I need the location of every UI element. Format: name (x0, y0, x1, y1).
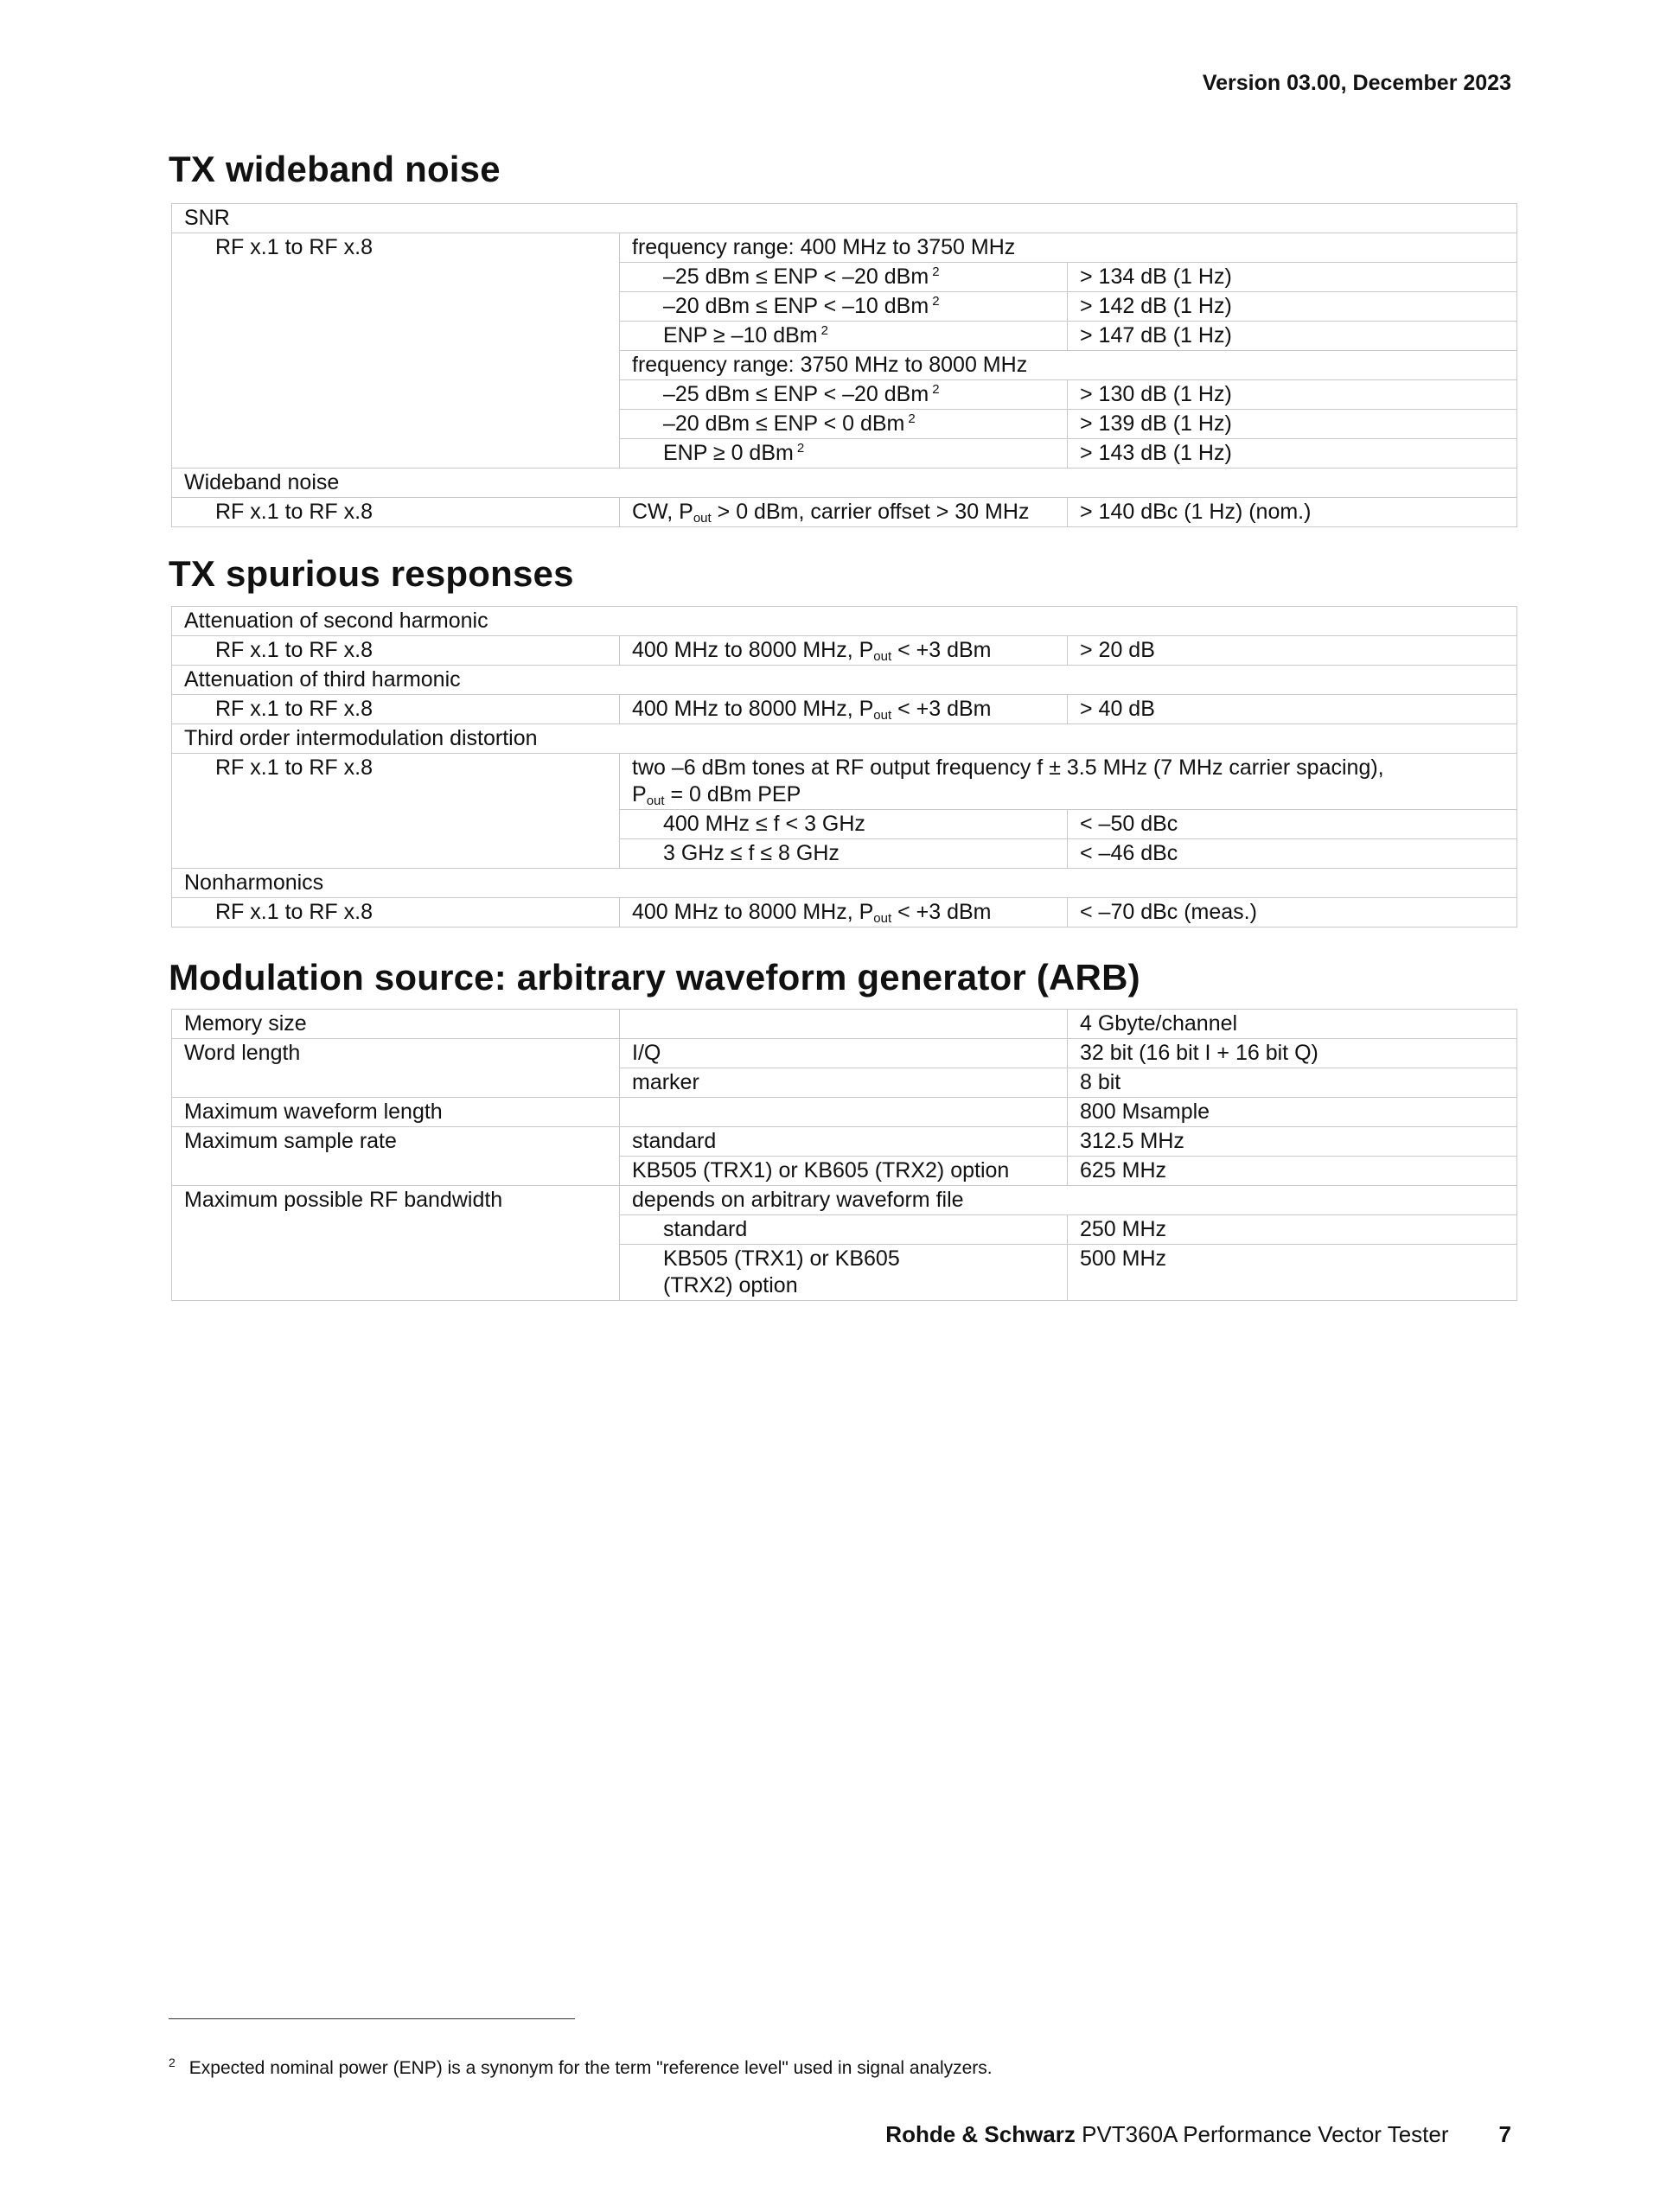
section-title-tx-spurious: TX spurious responses (169, 553, 574, 594)
table-row (172, 1010, 1517, 1039)
footnote-ref: 2 (932, 265, 940, 279)
value-cell: 312.5 MHz (1068, 1127, 1517, 1157)
condition-cell: –25 dBm ≤ ENP < –20 dBm $^2$ (620, 263, 1068, 292)
page-footer (885, 2121, 1511, 2148)
value-cell: > 143 dB (1 Hz) (1068, 439, 1517, 469)
footnote-text: Expected nominal power (ENP) is a synonym for the term "reference level" used in signal analyzers. (188, 2058, 993, 2078)
condition-cell: standard (620, 1127, 1068, 1157)
tx-wideband-noise-table (171, 203, 1517, 527)
condition-cell (620, 1098, 1068, 1127)
param-label: Wideband noise (172, 469, 1517, 498)
condition-cell: 400 MHz ≤ f < 3 GHz (620, 810, 1068, 839)
table-row (172, 695, 1517, 724)
page-number: 7 (1498, 2121, 1511, 2147)
condition-cell: two –6 dBm tones at RF output frequency f ± 3.5 MHz (7 MHz carrier spacing), $P_{out} = 0$ dBm PEP (620, 754, 1517, 810)
tx-spurious-table (171, 606, 1517, 928)
param-label: Maximum possible RF bandwidth (172, 1186, 620, 1301)
condition-cell: KB505 (TRX1) or KB605 (TRX2) option (620, 1157, 1068, 1186)
value-cell: > 134 dB (1 Hz) (1068, 263, 1517, 292)
value-cell: 8 bit (1068, 1068, 1517, 1098)
param-sublabel: RF x.1 to RF x.8 (172, 498, 620, 527)
param-label: Third order intermodulation distortion (172, 724, 1517, 754)
value-cell: > 40 dB (1068, 695, 1517, 724)
param-sublabel: RF x.1 to RF x.8 (172, 636, 620, 666)
footnote-ref: 2 (932, 382, 940, 397)
param-label: Attenuation of third harmonic (172, 666, 1517, 695)
value-cell: 250 MHz (1068, 1215, 1517, 1245)
table-row (172, 636, 1517, 666)
table-row (172, 1186, 1517, 1215)
param-sublabel: RF x.1 to RF x.8 (172, 754, 620, 869)
table-row (172, 204, 1517, 233)
section-title-tx-wideband-noise: TX wideband noise (169, 149, 501, 189)
value-cell: > 140 dBc (1 Hz) (nom.) (1068, 498, 1517, 527)
condition-cell: standard (620, 1215, 1068, 1245)
param-label: Nonharmonics (172, 869, 1517, 898)
version-header: Version 03.00, December 2023 (1202, 71, 1511, 95)
condition-cell: –25 dBm ≤ ENP < –20 dBm $^2$ (620, 380, 1068, 410)
condition-cell: ENP ≥ –10 dBm $^2$ (620, 322, 1068, 351)
footnote-ref: 2 (932, 294, 940, 309)
value-cell: 4 Gbyte/channel (1068, 1010, 1517, 1039)
condition-cell (620, 1010, 1068, 1039)
condition-cell: 400 MHz to 8000 MHz, $P_{out} < +3$ dBm (620, 636, 1068, 666)
footnote-ref: 2 (820, 323, 828, 338)
footnote-divider (169, 2018, 575, 2019)
table-row (172, 498, 1517, 527)
value-cell: > 130 dB (1 Hz) (1068, 380, 1517, 410)
table-row (172, 469, 1517, 498)
value-cell: < –46 dBc (1068, 839, 1517, 869)
param-label: Word length (172, 1039, 620, 1098)
table-row (172, 607, 1517, 636)
param-label: SNR (172, 204, 1517, 233)
value-cell: > 20 dB (1068, 636, 1517, 666)
value-cell: < –70 dBc (meas.) (1068, 898, 1517, 928)
table-row (172, 869, 1517, 898)
condition-cell: KB505 (TRX1) or KB605 (TRX2) option (620, 1245, 1068, 1301)
footnote-ref: 2 (796, 441, 805, 456)
value-cell: 500 MHz (1068, 1245, 1517, 1301)
condition-cell: marker (620, 1068, 1068, 1098)
condition-cell: –20 dBm ≤ ENP < 0 dBm $^2$ (620, 410, 1068, 439)
param-sublabel: RF x.1 to RF x.8 (172, 233, 620, 469)
condition-cell: ENP ≥ 0 dBm $^2$ (620, 439, 1068, 469)
condition-cell: 400 MHz to 8000 MHz, $P_{out} < +3$ dBm (620, 695, 1068, 724)
footnote-mark: 2 (169, 2056, 176, 2069)
param-label: Attenuation of second harmonic (172, 607, 1517, 636)
footer-product: PVT360A Performance Vector Tester (1075, 2121, 1449, 2147)
param-sublabel: RF x.1 to RF x.8 (172, 898, 620, 928)
table-row (172, 724, 1517, 754)
param-label: Maximum sample rate (172, 1127, 620, 1186)
section-title-arb: Modulation source: arbitrary waveform generator (ARB) (169, 957, 1140, 998)
condition-cell: frequency range: 400 MHz to 3750 MHz (620, 233, 1517, 263)
param-label: Memory size (172, 1010, 620, 1039)
footnote (169, 2056, 993, 2079)
table-row (172, 754, 1517, 810)
condition-cell: 400 MHz to 8000 MHz, $P_{out} < +3$ dBm (620, 898, 1068, 928)
condition-cell: –20 dBm ≤ ENP < –10 dBm $^2$ (620, 292, 1068, 322)
condition-cell: CW, $P_{out} > 0$ dBm, carrier offset > 30 MHz (620, 498, 1068, 527)
table-row (172, 1127, 1517, 1157)
value-cell: < –50 dBc (1068, 810, 1517, 839)
table-row (172, 666, 1517, 695)
condition-cell: 3 GHz ≤ f ≤ 8 GHz (620, 839, 1068, 869)
arb-table (171, 1009, 1517, 1301)
condition-cell: I/Q (620, 1039, 1068, 1068)
param-sublabel: RF x.1 to RF x.8 (172, 695, 620, 724)
value-cell: 625 MHz (1068, 1157, 1517, 1186)
value-cell: > 142 dB (1 Hz) (1068, 292, 1517, 322)
value-cell: > 147 dB (1 Hz) (1068, 322, 1517, 351)
condition-cell: frequency range: 3750 MHz to 8000 MHz (620, 351, 1517, 380)
value-cell: > 139 dB (1 Hz) (1068, 410, 1517, 439)
value-cell: 800 Msample (1068, 1098, 1517, 1127)
condition-cell: depends on arbitrary waveform file (620, 1186, 1517, 1215)
table-row (172, 1039, 1517, 1068)
table-row (172, 233, 1517, 263)
footer-brand: Rohde & Schwarz (885, 2121, 1076, 2147)
param-label: Maximum waveform length (172, 1098, 620, 1127)
footnote-ref: 2 (908, 411, 916, 426)
table-row (172, 1098, 1517, 1127)
table-row (172, 898, 1517, 928)
value-cell: 32 bit (16 bit I + 16 bit Q) (1068, 1039, 1517, 1068)
